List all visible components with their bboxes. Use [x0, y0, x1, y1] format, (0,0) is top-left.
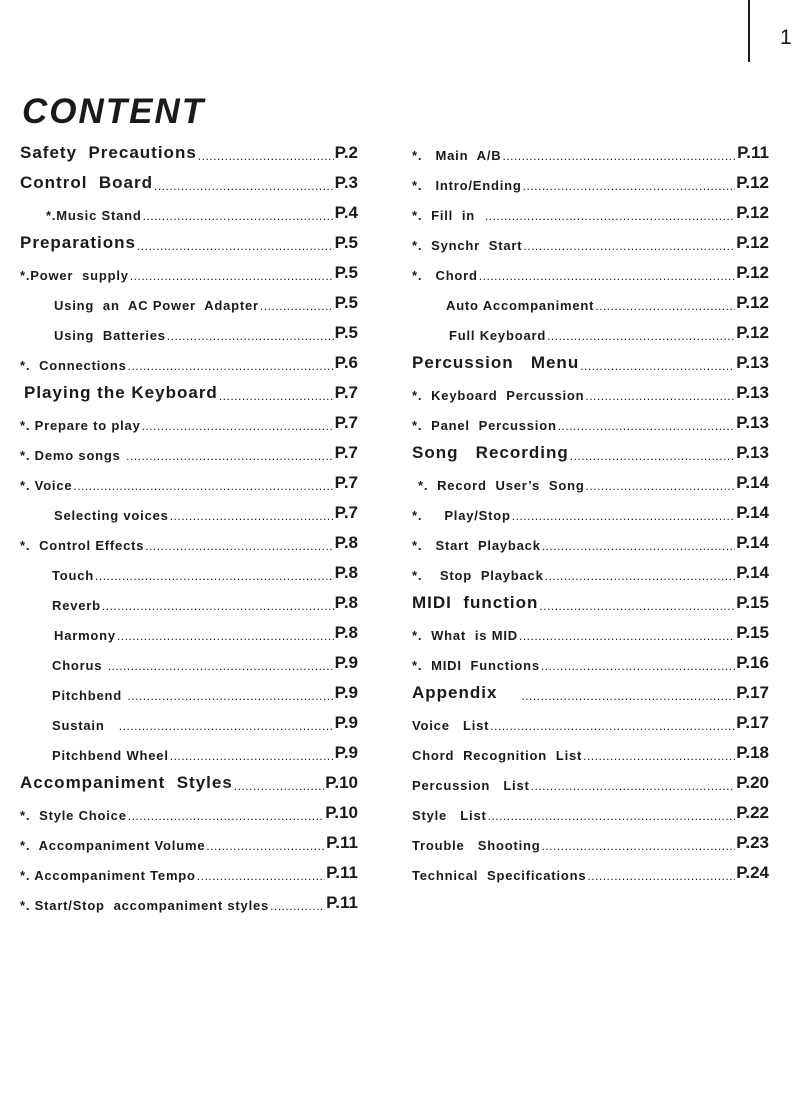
- toc-entry-label: *. What is MID: [412, 628, 518, 643]
- dot-leader: [206, 840, 325, 852]
- toc-entry: [20, 349, 358, 379]
- toc-entry: [20, 829, 358, 859]
- toc-entry-page: P.13: [736, 353, 769, 372]
- toc-entry-page: P.9: [334, 743, 358, 762]
- toc-entry-page: P.9: [334, 653, 358, 672]
- toc-entry-label: *. Start Playback: [412, 538, 541, 553]
- dot-leader: [117, 630, 334, 642]
- toc-entry-page: P.7: [334, 473, 358, 492]
- toc-entry-label: Song Recording: [412, 443, 569, 462]
- dot-leader: [570, 450, 735, 462]
- toc-entry-label: Harmony: [54, 628, 116, 643]
- toc-entry: [412, 229, 769, 259]
- toc-entry-label: *. Play/Stop: [412, 508, 511, 523]
- toc-entry: [20, 859, 358, 889]
- toc-entry-label: *. Control Effects: [20, 538, 145, 553]
- toc-entry: [20, 739, 358, 769]
- toc-entry: [412, 559, 769, 589]
- toc-entry-label: Chorus: [52, 658, 107, 673]
- toc-entry-label: *. Record User’s Song: [418, 478, 585, 493]
- toc-entry-label: Pitchbend Wheel: [52, 748, 169, 763]
- toc-entry-label: Percussion Menu: [412, 353, 580, 372]
- dot-leader: [198, 150, 334, 162]
- toc-entry-page: P.9: [334, 713, 358, 732]
- toc-entry: [20, 469, 358, 499]
- toc-entry-label: *. MIDI Functions: [412, 658, 540, 673]
- toc-entry-label: Safety Precautions: [20, 143, 197, 162]
- toc-entry-page: P.14: [736, 563, 769, 582]
- toc-entry-label: *. Keyboard Percussion: [412, 388, 585, 403]
- toc-entry-page: P.14: [736, 533, 769, 552]
- toc-entry: [412, 649, 769, 679]
- toc-entry-label: Selecting voices: [54, 508, 169, 523]
- toc-entry-page: P.4: [334, 203, 358, 222]
- toc-entry: [412, 199, 769, 229]
- dot-leader: [126, 450, 334, 462]
- toc-entry: [20, 409, 358, 439]
- dot-leader: [595, 300, 735, 312]
- toc-entry: [20, 559, 358, 589]
- dot-leader: [130, 270, 334, 282]
- dot-leader: [583, 750, 735, 762]
- toc-entry-page: P.14: [736, 503, 769, 522]
- toc-entry-label: Chord Recognition List: [412, 748, 583, 763]
- dot-leader: [95, 570, 334, 582]
- toc-entry-page: P.13: [736, 413, 769, 432]
- dot-leader: [542, 540, 735, 552]
- toc-entry: [412, 709, 769, 739]
- toc-entry-page: P.2: [334, 143, 358, 162]
- toc-entry-page: P.12: [736, 203, 769, 222]
- toc-entry-page: P.11: [326, 863, 358, 882]
- toc-entry-label: Trouble Shooting: [412, 838, 541, 853]
- toc-entry: [20, 529, 358, 559]
- toc-entry: [412, 529, 769, 559]
- toc-entry: [412, 469, 769, 499]
- toc-entry-page: P.13: [736, 383, 769, 402]
- toc-entry-page: P.23: [736, 833, 769, 852]
- toc-entry-label: *. Fill in: [412, 208, 484, 223]
- toc-section-heading: [20, 379, 358, 409]
- toc-left-column: [20, 139, 358, 919]
- toc-entry-label: Appendix: [412, 683, 521, 702]
- toc-entry-label: *.Power supply: [20, 268, 129, 283]
- toc-entry-label: Sustain: [52, 718, 118, 733]
- toc-entry: [20, 619, 358, 649]
- toc-entry: [412, 499, 769, 529]
- toc-entry: [20, 799, 358, 829]
- toc-entry-label: Auto Accompaniment: [446, 298, 595, 313]
- toc-entry-label: Using Batteries: [54, 328, 166, 343]
- dot-leader: [128, 810, 324, 822]
- dot-leader: [127, 690, 333, 702]
- toc-entry: [412, 799, 769, 829]
- toc-entry-page: P.12: [736, 233, 769, 252]
- toc-entry-label: Reverb: [52, 598, 101, 613]
- toc-section-heading: [20, 229, 358, 259]
- toc-entry: [412, 289, 769, 319]
- toc-entry-label: Preparations: [20, 233, 136, 252]
- dot-leader: [485, 210, 735, 222]
- toc-entry: [412, 319, 769, 349]
- toc-entry-page: P.5: [334, 323, 358, 342]
- toc-entry-page: P.7: [334, 413, 358, 432]
- toc-entry-label: Using an AC Power Adapter: [54, 298, 259, 313]
- dot-leader: [490, 720, 735, 732]
- dot-leader: [128, 360, 334, 372]
- toc-entry-page: P.7: [334, 503, 358, 522]
- dot-leader: [539, 600, 735, 612]
- toc-entry-label: MIDI function: [412, 593, 539, 612]
- toc-entry-page: P.15: [736, 623, 769, 642]
- toc-entry: [412, 769, 769, 799]
- dot-leader: [102, 600, 334, 612]
- toc-entry-page: P.3: [334, 173, 358, 192]
- dot-leader: [502, 150, 736, 162]
- toc-entry-page: P.12: [736, 173, 769, 192]
- toc-entry: [20, 289, 358, 319]
- toc-entry-page: P.20: [736, 773, 769, 792]
- dot-leader: [260, 300, 334, 312]
- toc-entry-page: P.16: [736, 653, 769, 672]
- dot-leader: [488, 810, 736, 822]
- dot-leader: [585, 390, 735, 402]
- toc-entry-label: Percussion List: [412, 778, 530, 793]
- dot-leader: [512, 510, 735, 522]
- toc-entry: [20, 499, 358, 529]
- toc-entry: [412, 829, 769, 859]
- toc-entry-page: P.24: [736, 863, 769, 882]
- toc-entry-page: P.12: [736, 293, 769, 312]
- toc-entry-page: P.5: [334, 263, 358, 282]
- dot-leader: [531, 780, 736, 792]
- toc-entry-page: P.12: [736, 263, 769, 282]
- toc-entry-page: P.18: [736, 743, 769, 762]
- dot-leader: [73, 480, 333, 492]
- toc-entry-page: P.7: [334, 443, 358, 462]
- dot-leader: [558, 420, 736, 432]
- toc-section-heading: [412, 589, 769, 619]
- toc-section-heading: [20, 169, 358, 199]
- dot-leader: [170, 750, 334, 762]
- dot-leader: [108, 660, 334, 672]
- toc-entry-page: P.13: [736, 443, 769, 462]
- toc-entry: [412, 139, 769, 169]
- dot-leader: [547, 330, 735, 342]
- dot-leader: [170, 510, 334, 522]
- toc-entry-label: Full Keyboard: [449, 328, 547, 343]
- toc-entry-page: P.22: [736, 803, 769, 822]
- dot-leader: [545, 570, 736, 582]
- toc-entry-page: P.7: [334, 383, 358, 402]
- toc-entry-label: *. Prepare to play: [20, 418, 141, 433]
- toc-entry-label: *. Chord: [412, 268, 478, 283]
- dot-leader: [270, 900, 325, 912]
- toc-entry-page: P.11: [326, 893, 358, 912]
- dot-leader: [519, 630, 735, 642]
- toc-entry: [412, 259, 769, 289]
- toc-entry: [20, 589, 358, 619]
- toc-entry-label: *. Voice: [20, 478, 73, 493]
- toc-entry-page: P.6: [334, 353, 358, 372]
- dot-leader: [542, 840, 736, 852]
- dot-leader: [219, 390, 334, 402]
- toc-entry-label: *.Music Stand: [46, 208, 142, 223]
- dot-leader: [143, 210, 334, 222]
- toc-entry-label: *. Start/Stop accompaniment styles: [20, 898, 270, 913]
- toc-entry-page: P.11: [326, 833, 358, 852]
- toc-entry-label: *. Main A/B: [412, 148, 502, 163]
- toc-entry: [412, 739, 769, 769]
- dot-leader: [580, 360, 735, 372]
- toc-entry: [20, 439, 358, 469]
- toc-entry-label: *. Stop Playback: [412, 568, 544, 583]
- page-divider-rule: [748, 0, 750, 62]
- toc-entry-page: P.5: [334, 293, 358, 312]
- toc-entry: [412, 859, 769, 889]
- toc-entry: [20, 259, 358, 289]
- dot-leader: [154, 180, 334, 192]
- toc-entry-page: P.8: [334, 533, 358, 552]
- page-title: CONTENT: [22, 92, 206, 131]
- toc-entry-page: P.8: [334, 623, 358, 642]
- toc-entry-label: *. Panel Percussion: [412, 418, 557, 433]
- dot-leader: [142, 420, 334, 432]
- toc-entry: [20, 649, 358, 679]
- toc-section-heading: [20, 769, 358, 799]
- toc-entry-page: P.5: [334, 233, 358, 252]
- toc-entry-label: *. Demo songs: [20, 448, 126, 463]
- dot-leader: [586, 480, 736, 492]
- dot-leader: [145, 540, 333, 552]
- toc-entry-page: P.10: [325, 773, 358, 792]
- dot-leader: [523, 240, 735, 252]
- toc-entry: [412, 409, 769, 439]
- toc-entry: [20, 889, 358, 919]
- toc-entry-label: Control Board: [20, 173, 153, 192]
- toc-entry: [20, 319, 358, 349]
- toc-entry-page: P.17: [736, 713, 769, 732]
- toc-section-heading: [412, 679, 769, 709]
- toc-entry-page: P.12: [736, 323, 769, 342]
- toc-entry-label: Voice List: [412, 718, 490, 733]
- dot-leader: [479, 270, 735, 282]
- toc-entry-page: P.17: [736, 683, 769, 702]
- toc-entry-label: Accompaniment Styles: [20, 773, 233, 792]
- toc-entry-label: *. Synchr Start: [412, 238, 523, 253]
- dot-leader: [167, 330, 334, 342]
- toc-entry-page: P.9: [334, 683, 358, 702]
- dot-leader: [587, 870, 735, 882]
- toc-entry-label: Technical Specifications: [412, 868, 587, 883]
- toc-entry-label: *. Intro/Ending: [412, 178, 522, 193]
- dot-leader: [197, 870, 325, 882]
- toc-entry-page: P.8: [334, 563, 358, 582]
- toc-entry: [20, 709, 358, 739]
- dot-leader: [521, 690, 735, 702]
- dot-leader: [137, 240, 334, 252]
- toc-entry-page: P.15: [736, 593, 769, 612]
- dot-leader: [119, 720, 334, 732]
- toc-entry-page: P.10: [325, 803, 358, 822]
- toc-entry-page: P.11: [737, 143, 769, 162]
- toc-entry: [20, 679, 358, 709]
- toc-entry-label: Playing the Keyboard: [24, 383, 218, 402]
- dot-leader: [234, 780, 324, 792]
- toc-entry-label: *. Connections: [20, 358, 127, 373]
- dot-leader: [523, 180, 736, 192]
- toc-section-heading: [412, 439, 769, 469]
- toc-section-heading: [20, 139, 358, 169]
- toc-right-column: [412, 139, 769, 889]
- toc-entry: [412, 379, 769, 409]
- toc-entry: [20, 199, 358, 229]
- toc-entry-label: Style List: [412, 808, 487, 823]
- toc-entry: [412, 169, 769, 199]
- toc-entry-label: *. Style Choice: [20, 808, 127, 823]
- toc-entry: [412, 619, 769, 649]
- toc-entry-label: Pitchbend: [52, 688, 127, 703]
- toc-entry-page: P.8: [334, 593, 358, 612]
- toc-entry-page: P.14: [736, 473, 769, 492]
- toc-section-heading: [412, 349, 769, 379]
- toc-entry-label: Touch: [52, 568, 95, 583]
- toc-entry-label: *. Accompaniment Volume: [20, 838, 206, 853]
- dot-leader: [541, 660, 735, 672]
- toc-entry-label: *. Accompaniment Tempo: [20, 868, 196, 883]
- page-number: 1: [780, 26, 792, 49]
